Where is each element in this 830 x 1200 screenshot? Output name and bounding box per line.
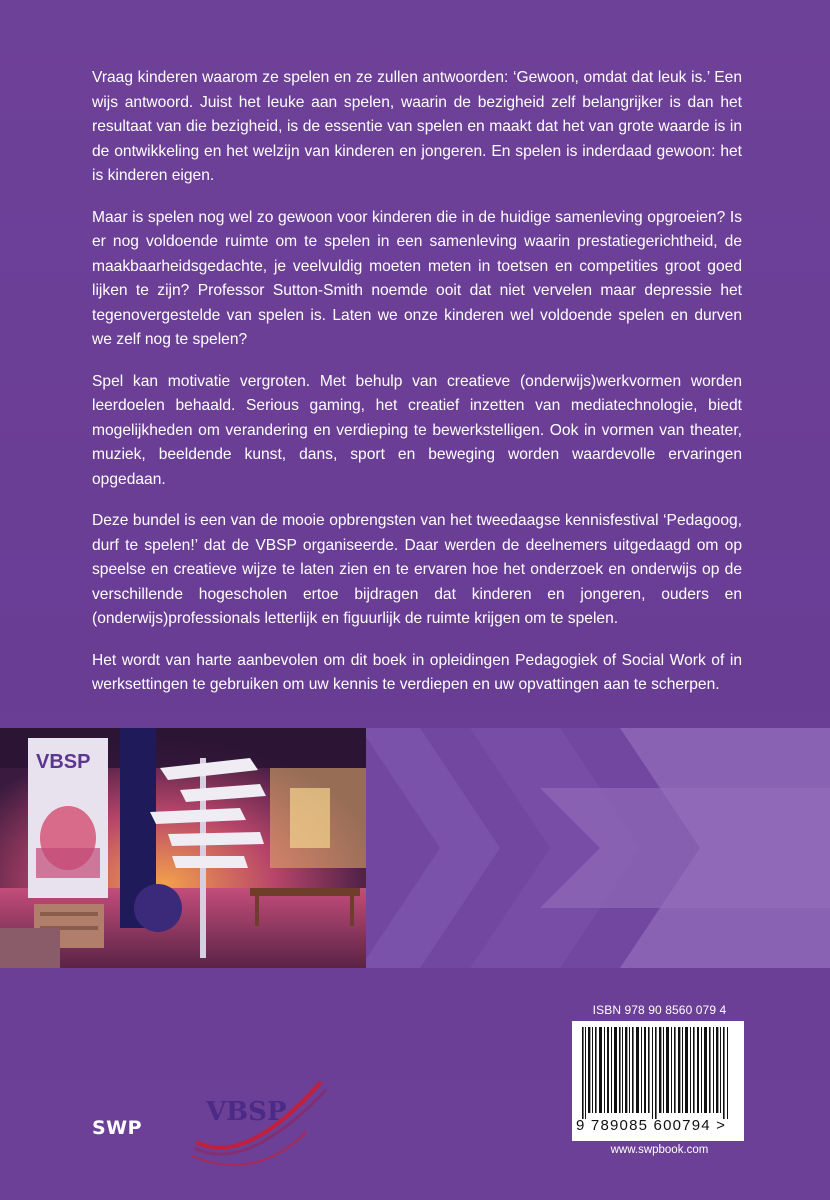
vbsp-logo: [186, 1072, 336, 1172]
paragraph-1: Vraag kinderen waarom ze spelen en ze zullen antwoorden: ‘Gewoon, omdat dat leuk is.’ Een wijs antwoord. Juist het leuke aan spelen, waarin de bezigheid zelf belangrijker is dan het resultaat van die bezigheid, is de essentie van spelen en maakt dat het van grote waarde is in de ontwikkeling en het welzijn van kinderen en jongeren. En spelen is inderdaad gewoon: het is kinderen eigen.: [92, 69, 742, 184]
barcode-arrow: >: [716, 1117, 727, 1134]
festival-photo: [0, 728, 366, 968]
vbsp-logo-text: VBSP: [206, 1097, 287, 1127]
festival-photo-illustration: [0, 728, 366, 968]
paragraph-2: Maar is spelen nog wel zo gewoon voor kinderen die in de huidige samenleving opgroeien? Is er nog voldoende ruimte om te spelen in een samenleving waarin prestatiegerichtheid, de maakbaarheidsgedachte, je veelvuldig moeten meten in toetsen en competities groot goed lijken te zijn? Professor Sutton-Smith noemde ooit dat niet vervelen maar depressie het tegenovergestelde van spelen is. Laten we onze kinderen wel voldoende spelen en durven we zelf nog te spelen?: [92, 208, 742, 348]
paragraph-3: Spel kan motivatie vergroten. Met behulp van creatieve (onderwijs)werkvormen worden leerdoelen behaald. Serious gaming, het creatief inzetten van mediatechnologie, biedt mogelijkheden om verandering en verdieping te bewerkstelligen. Ook in vormen van theater, muziek, beeldende kunst, dans, sport en beweging worden waardevolle ervaringen opgedaan.: [92, 372, 742, 488]
barcode: [572, 1021, 744, 1141]
banner-text: VBSP: [36, 751, 91, 773]
swp-logo: SWP: [92, 1117, 143, 1139]
website-url: www.swpbook.com: [610, 1144, 709, 1156]
paragraph-5: Het wordt van harte aanbevolen om dit boek in opleidingen Pedagogiek of Social Work of in werksettingen te gebruiken om uw kennis te verdiepen en uw opvattingen aan te scherpen.: [92, 651, 742, 693]
paragraph-4: Deze bundel is een van de mooie opbrengsten van het tweedaagse kennisfestival ‘Pedagoog, durf te spelen!’ dat de VBSP organiseerde. Daar werden de deelnemers uitgedaagd om op speelse en creatieve wijze te laten zien en te ervaren hoe het onderzoek en onderwijs op de verschillende hogescholen ertoe bijdragen dat kinderen en jongeren, ouders en (onderwijs)professionals letterlijk en figuurlijk de ruimte krijgen om te spelen.: [92, 512, 742, 627]
isbn-label: ISBN 978 90 8560 079 4: [592, 1003, 727, 1017]
barcode-digits: 9 789085 600794: [576, 1117, 711, 1134]
blurb-text: [92, 66, 742, 715]
vbsp-logo-swoosh: [186, 1072, 336, 1172]
